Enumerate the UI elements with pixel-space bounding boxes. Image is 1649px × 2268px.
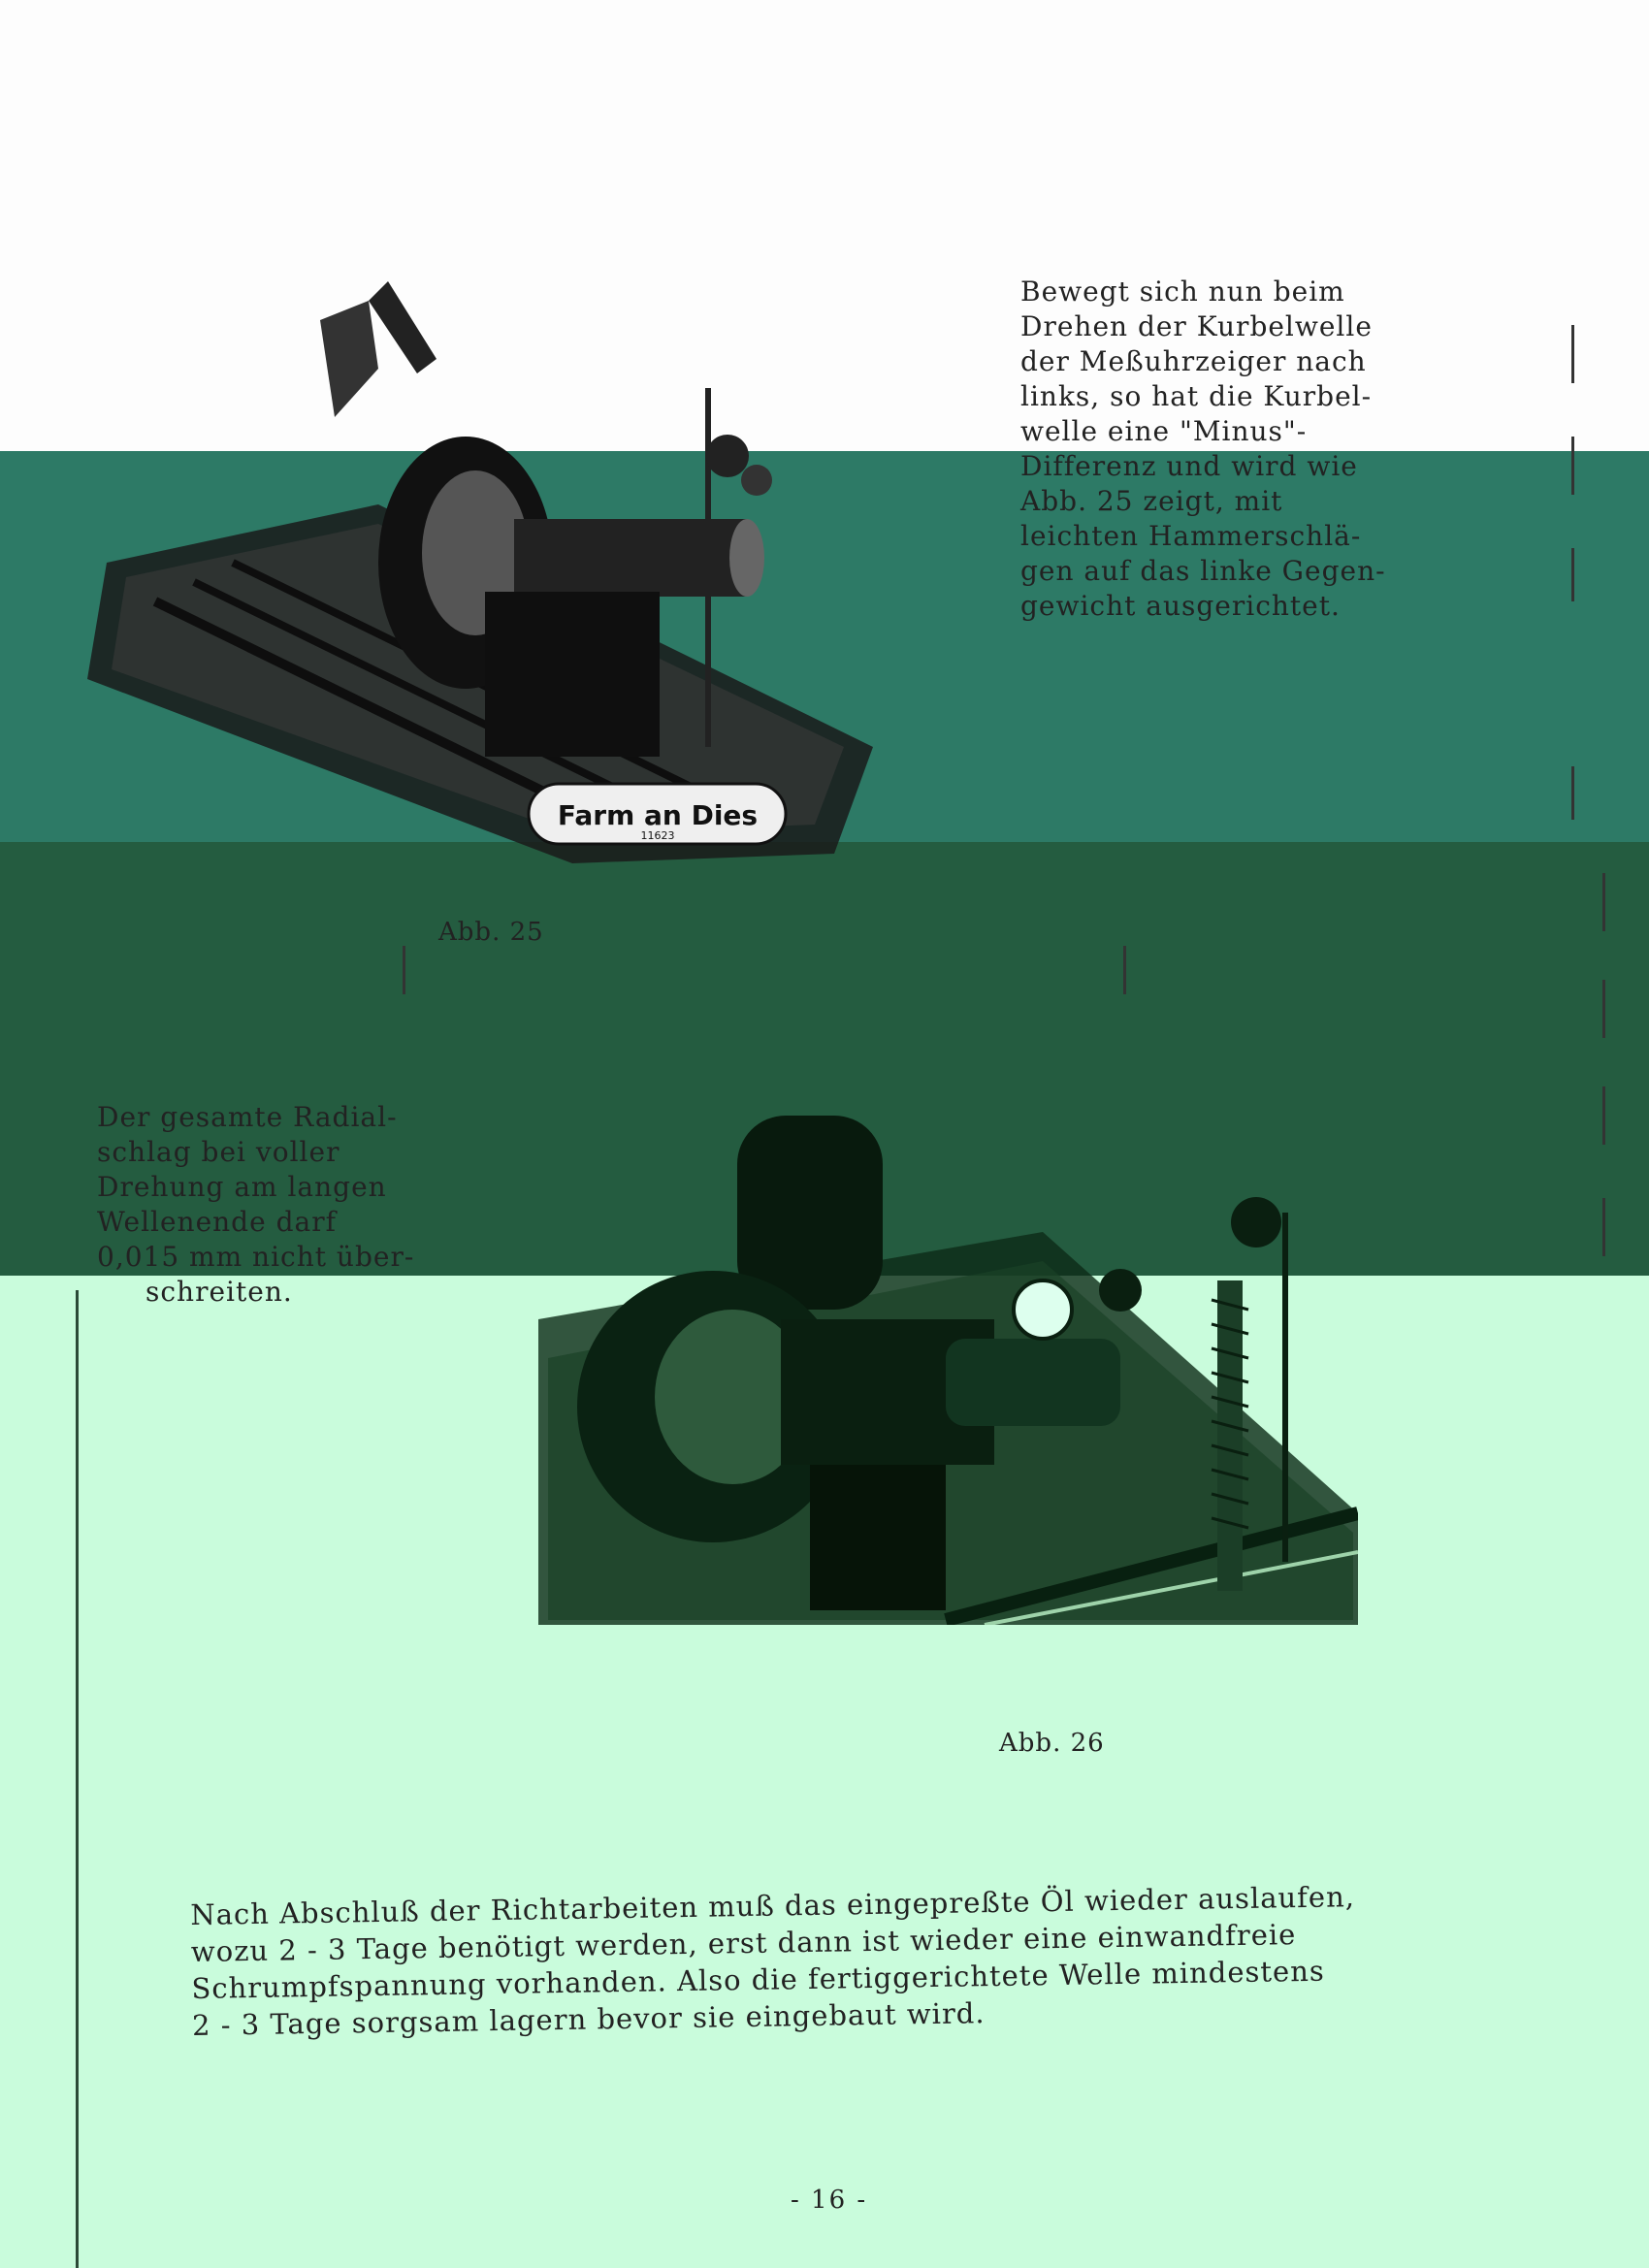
text-line: 0,015 mm nicht über- [97, 1241, 415, 1273]
figure-25-photo [68, 243, 883, 873]
text-line: schlag bei voller [97, 1136, 340, 1168]
text-line: Bewegt sich nun beim [1020, 275, 1345, 308]
figure-26-photo [538, 1096, 1358, 1625]
text-line: der Meßuhrzeiger nach [1020, 345, 1367, 377]
text-line: 2 - 3 Tage sorgsam lagern bevor sie eingebaut wird. [191, 1996, 986, 2042]
figure-26-caption: Abb. 26 [999, 1729, 1105, 1758]
nameplate-text: Farm an Dies [557, 799, 759, 831]
text-line: Abb. 25 zeigt, mit [1020, 485, 1283, 517]
page-number: - 16 - [791, 2186, 868, 2215]
text-line: Drehen der Kurbelwelle [1020, 310, 1373, 342]
right-paragraph [1020, 275, 1386, 624]
left-margin-rule [76, 1290, 79, 2268]
left-paragraph [97, 1100, 414, 1310]
text-line: Drehung am langen [97, 1171, 387, 1203]
text-line: gen auf das linke Gegen- [1020, 555, 1386, 587]
bottom-paragraph [190, 1877, 1405, 2044]
text-line: welle eine "Minus"- [1020, 415, 1308, 447]
nameplate-subtext: 11623 [640, 829, 675, 842]
figure-25-caption: Abb. 25 [438, 918, 544, 947]
text-line: Wellenende darf [97, 1206, 337, 1238]
text-line: leichten Hammerschlä- [1020, 520, 1362, 552]
text-line: Nach Abschluß der Richtarbeiten muß das eingepreßte Öl wieder auslaufen, [190, 1880, 1356, 1931]
text-line: Schrumpfspannung vorhanden. Also die fertiggerichtete Welle mindestens [191, 1954, 1326, 2005]
text-line: wozu 2 - 3 Tage benötigt werden, erst dann ist wieder eine einwandfreie [190, 1918, 1297, 1968]
text-line: Der gesamte Radial- [97, 1101, 398, 1133]
text-line: Differenz und wird wie [1020, 450, 1358, 482]
text-line: links, so hat die Kurbel- [1020, 380, 1373, 412]
text-line: gewicht ausgerichtet. [1020, 590, 1341, 622]
text-line: schreiten. [146, 1276, 293, 1308]
